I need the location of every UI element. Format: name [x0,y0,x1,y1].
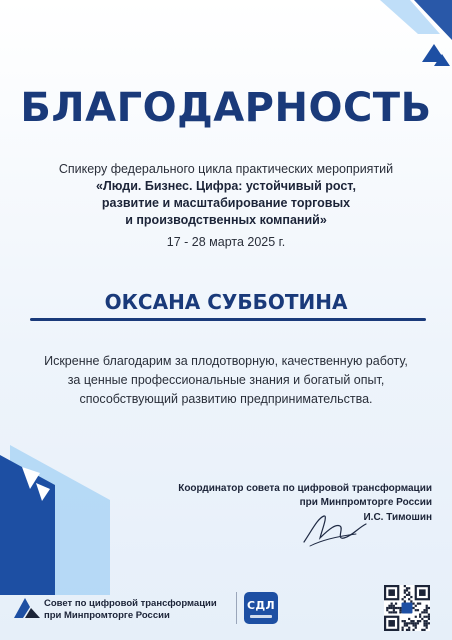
certificate-title: БЛАГОДАРНОСТЬ [20,85,432,131]
handwritten-signature [300,510,370,550]
event-line: «Люди. Бизнес. Цифра: устойчивый рост, [96,179,356,193]
signatory-name: И.С. Тимошин [363,512,432,523]
triangle-logo-icon [14,596,40,618]
event-name [0,178,452,229]
event-line: и производственных компаний» [125,213,327,227]
org-name [44,598,217,622]
sdl-logo-bar [250,615,272,618]
signatory-title-line1: Координатор совета по цифровой трансформации [178,483,432,494]
thanks-line: способствующий развитию предпринимательства. [79,392,373,406]
sdl-logo-text: СДЛ [247,599,275,612]
org-name-line2: при Минпромторге России [44,610,170,621]
corner-gift-shape-icon [0,445,110,595]
sdl-logo [244,592,278,624]
signatory-block [132,482,432,525]
recipient-name: ОКСАНА СУББОТИНА [104,290,348,314]
event-line: развитие и масштабирование торговых [101,196,351,210]
thanks-line: за ценные профессиональные знания и богатый опыт, [67,373,385,387]
signatory-title-line2: при Минпромторге России [299,497,432,508]
qr-code-icon[interactable] [384,585,430,631]
footer-divider [236,592,237,624]
thanks-text [0,352,452,409]
corner-triangle-icon [360,0,452,80]
event-dates: 17 - 28 марта 2025 г. [166,235,286,249]
org-name-line1: Совет по цифровой трансформации [44,598,217,609]
intro-text: Спикеру федерального цикла практических мероприятий [58,162,394,176]
thanks-line: Искренне благодарим за плодотворную, качественную работу, [44,354,408,368]
name-underline [30,318,426,321]
